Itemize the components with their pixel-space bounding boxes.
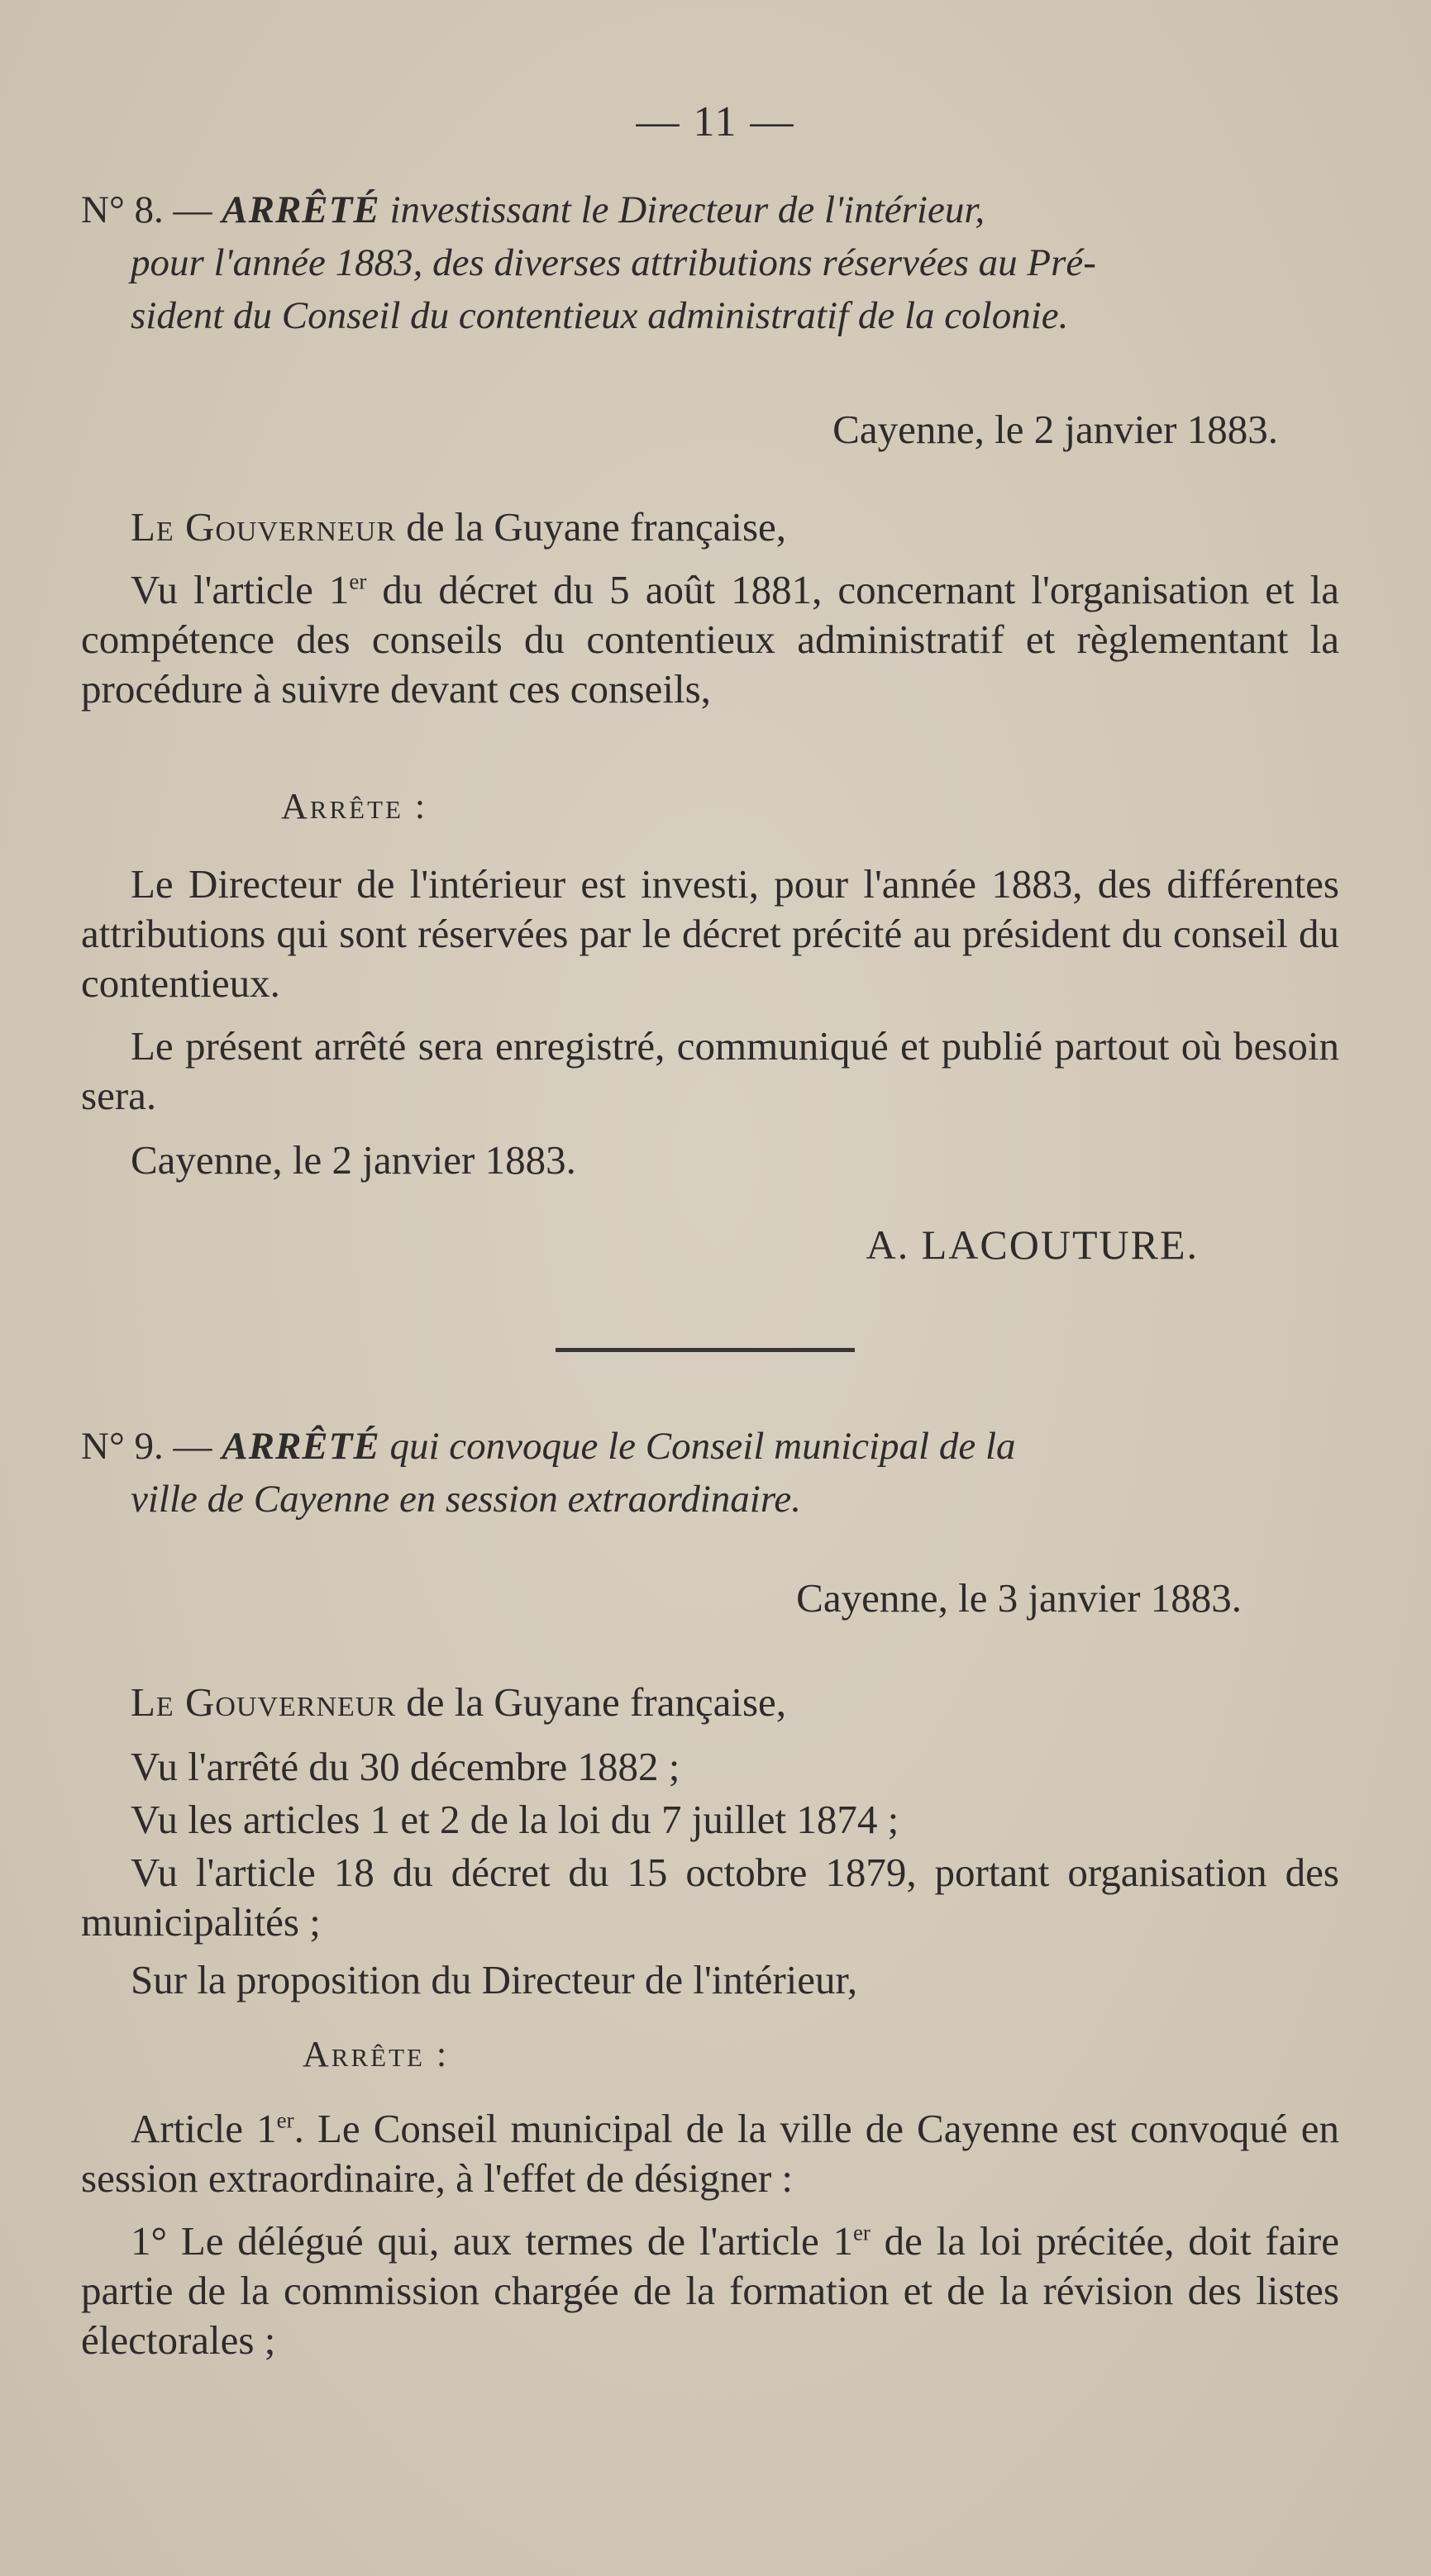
- vu-text: du décret du 5 août 1881, concernant l'organisation et la compétence des conseils du contentieux administratif et règlementant la procédure à suivre devant ces conseils,: [81, 567, 1339, 712]
- superscript: er: [349, 569, 367, 594]
- body-paragraph: Le présent arrêté sera enregistré, communiqué et publié partout où besoin sera.: [81, 1023, 1339, 1118]
- title-keyword: ARRÊTÉ: [222, 1425, 380, 1468]
- article-text: Article 1: [131, 2106, 277, 2151]
- gouverneur-label: Le Gouverneur: [131, 504, 396, 550]
- section-8-title: [81, 183, 1339, 342]
- item-paragraph: [81, 2217, 1339, 2365]
- title-line: sident du Conseil du contentieux administratif de la colonie.: [131, 294, 1069, 337]
- closing-date: Cayenne, le 2 janvier 1883.: [131, 1137, 576, 1183]
- vu-paragraph: [81, 565, 1339, 714]
- dateline: Cayenne, le 2 janvier 1883.: [832, 407, 1278, 452]
- item-text: 1° Le délégué qui, aux termes de l'article 1: [131, 2218, 853, 2264]
- title-line: pour l'année 1883, des diverses attributions réservées au Pré-: [131, 241, 1096, 284]
- page-number: — 11 —: [636, 98, 795, 145]
- vu-line: Vu les articles 1 et 2 de la loi du 7 juillet 1874 ;: [131, 1797, 899, 1842]
- arrete-heading: Arrête :: [303, 2034, 450, 2074]
- title-keyword: ARRÊTÉ: [222, 188, 380, 231]
- title-line: ville de Cayenne en session extraordinaire.: [131, 1478, 801, 1521]
- superscript: er: [852, 2220, 871, 2245]
- sur-line: Sur la proposition du Directeur de l'intérieur,: [131, 1957, 858, 2002]
- section-divider: [556, 1348, 855, 1352]
- article-text: . Le Conseil municipal de la ville de Cayenne est convoqué en session extraordinaire, à l'effet de désigner :: [81, 2106, 1339, 2201]
- superscript: er: [276, 2107, 294, 2133]
- title-line: qui convoque le Conseil municipal de la: [379, 1425, 1016, 1468]
- title-line: investissant le Directeur de l'intérieur,: [379, 188, 985, 231]
- gouverneur-rest: de la Guyane française,: [396, 504, 787, 550]
- gouverneur-label: Le Gouverneur: [131, 1679, 396, 1725]
- item-text: de la loi précitée, doit faire partie de la commission chargée de la formation et de la révision des listes électorales ;: [81, 2218, 1339, 2363]
- section-9-title: [81, 1420, 1339, 1526]
- gouverneur-line: [81, 1678, 1339, 1727]
- vu-line: Vu l'arrêté du 30 décembre 1882 ;: [131, 1744, 680, 1789]
- gouverneur-rest: de la Guyane française,: [396, 1679, 787, 1725]
- article-paragraph: [81, 2104, 1339, 2203]
- section-number: N° 9. —: [81, 1425, 212, 1468]
- vu-text: Vu l'article 1: [131, 567, 350, 612]
- gouverneur-line: [81, 502, 1339, 552]
- vu-paragraph: Vu l'article 18 du décret du 15 octobre 1879, portant organisation des municipalités ;: [81, 1850, 1339, 1945]
- body-paragraph: Le Directeur de l'intérieur est investi, pour l'année 1883, des différentes attributions qui sont réservées par le décret précité au président du conseil du contentieux.: [81, 861, 1339, 1006]
- section-number: N° 8. —: [81, 188, 212, 231]
- dateline: Cayenne, le 3 janvier 1883.: [796, 1575, 1242, 1621]
- arrete-heading: Arrête :: [281, 786, 428, 826]
- signature: A. LACOUTURE.: [866, 1221, 1199, 1268]
